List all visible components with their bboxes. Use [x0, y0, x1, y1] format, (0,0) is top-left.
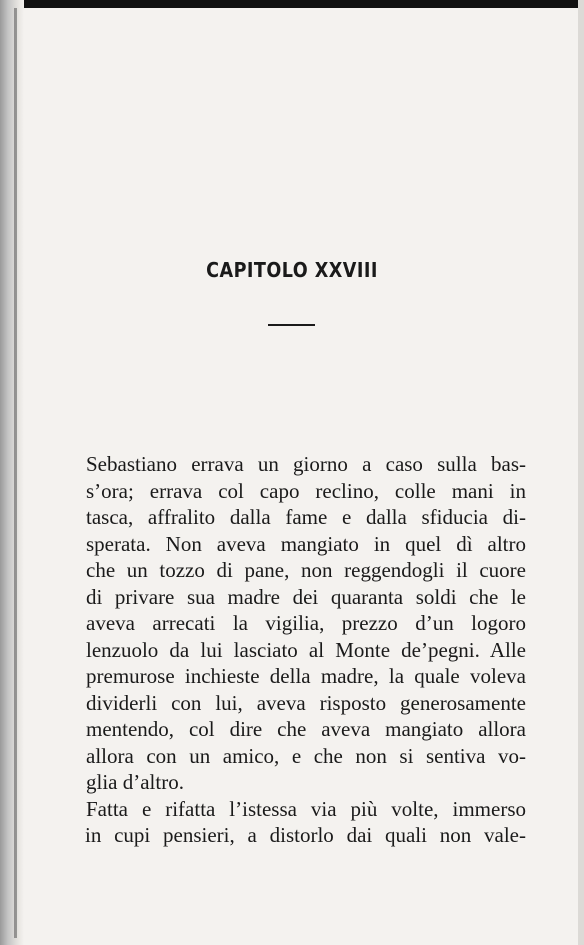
page-right-edge [578, 0, 584, 945]
scan-top-border [0, 0, 584, 8]
text-line: tasca, affralito dalla fame e dalla sfiducia di- [86, 505, 526, 529]
title-rule [268, 324, 315, 326]
page-gutter [0, 0, 24, 945]
text-line: lenzuolo da lui lasciato al Monte de’pegni. Alle [86, 637, 526, 662]
text-line: s’ora; errava col capo reclino, colle mani in [86, 478, 526, 503]
text-line: premurose inchieste della madre, la quale voleva [86, 664, 526, 688]
text-line: glia d’altro. [86, 770, 184, 794]
text-line: in cupi pensieri, a distorlo dai quali non vale- [85, 823, 526, 847]
text-line: sperata. Non aveva mangiato in quel dì altro [86, 531, 526, 556]
text-line: aveva arrecati la vigilia, prezzo d’un logoro [86, 611, 526, 635]
chapter-title: CAPITOLO XXVIII [206, 258, 378, 282]
chapter-body [86, 451, 526, 849]
text-line: allora con un amico, e che non si sentiva vo- [86, 743, 526, 768]
text-line: mentendo, col dire che aveva mangiato allora [86, 717, 526, 741]
text-line: Fatta e rifatta l’istessa via più volte, immerso [86, 796, 526, 821]
text-line: che un tozzo di pane, non reggendogli il cuore [86, 558, 526, 582]
text-line: Sebastiano errava un giorno a caso sulla bas- [86, 452, 526, 476]
text-line: di privare sua madre dei quaranta soldi che le [86, 584, 526, 609]
text-line: dividerli con lui, aveva risposto generosamente [86, 690, 526, 715]
